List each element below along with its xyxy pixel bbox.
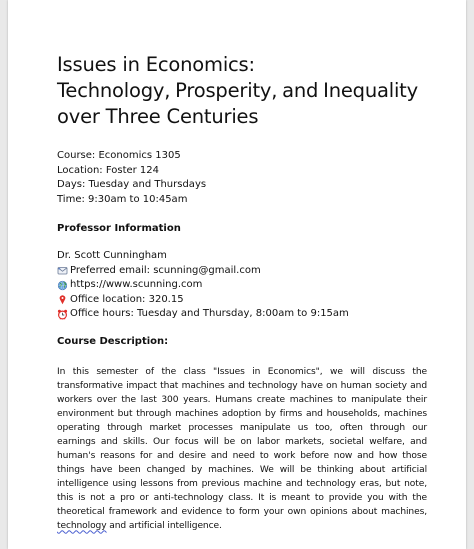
professor-website-row — [57, 278, 427, 292]
professor-hours: Office hours: Tuesday and Thursday, 8:00am to 9:15am — [70, 308, 349, 319]
course-days: Days: Tuesday and Thursdays — [57, 179, 207, 191]
course-location: Location: Foster 124 — [57, 164, 160, 176]
professor-office-row — [57, 293, 427, 307]
course-time: Time: 9:30am to 10:45am — [57, 193, 188, 205]
title-line-3: over Three Centuries — [57, 105, 259, 128]
professor-website-link[interactable]: https://www.scunning.com — [70, 279, 203, 291]
professor-email[interactable]: Preferred email: scunning@gmail.com — [70, 264, 261, 276]
title-word: Prosperity, — [175, 79, 278, 102]
professor-info — [57, 249, 427, 321]
course-number: Course: Economics 1305 — [57, 150, 181, 161]
title-line-2 — [57, 78, 418, 104]
professor-name: Dr. Scott Cunningham — [57, 250, 167, 262]
professor-email-row — [57, 264, 427, 278]
course-description-body — [57, 365, 427, 533]
professor-heading: Professor Information — [57, 223, 181, 235]
envelope-icon — [57, 265, 68, 276]
spellcheck-word: technology — [57, 521, 107, 532]
course-info — [57, 149, 427, 207]
alarm-clock-icon — [57, 309, 68, 320]
document-page — [8, 0, 466, 549]
title-word: and — [282, 79, 319, 102]
description-text: In this semester of the class "Issues in Economics", we will discuss the transformative impact that machines and technology have on human society and workers over the last 300 years. Humans create machines to manipulate their environment but through machines adoption by firms and households, machines operating through market processes manipulate us too, often through our earnings and skills. Our focus will be on labor markets, societal welfare, and human's reasons for and desire and need to work before now and how those things have been changed by machines. We will be thinking about artificial intelligence using lessons from previous machine and technology eras, but note, this is not a pro or anti-technology class. It is meant to provide you with the theoretical framework and evidence to form your own opinions about machines, — [57, 367, 427, 518]
description-text-end: and artificial intelligence. — [106, 521, 222, 532]
course-description-heading: Course Description: — [57, 336, 169, 348]
globe-icon — [57, 280, 68, 291]
document-content — [57, 52, 427, 543]
document-title — [57, 52, 427, 130]
professor-hours-row — [57, 307, 427, 321]
red-pin-icon — [57, 294, 68, 305]
title-word: Technology, — [57, 79, 171, 102]
title-line-1: Issues in Economics: — [57, 53, 255, 76]
professor-office: Office location: 320.15 — [70, 293, 184, 305]
title-word: Inequality — [323, 79, 418, 102]
